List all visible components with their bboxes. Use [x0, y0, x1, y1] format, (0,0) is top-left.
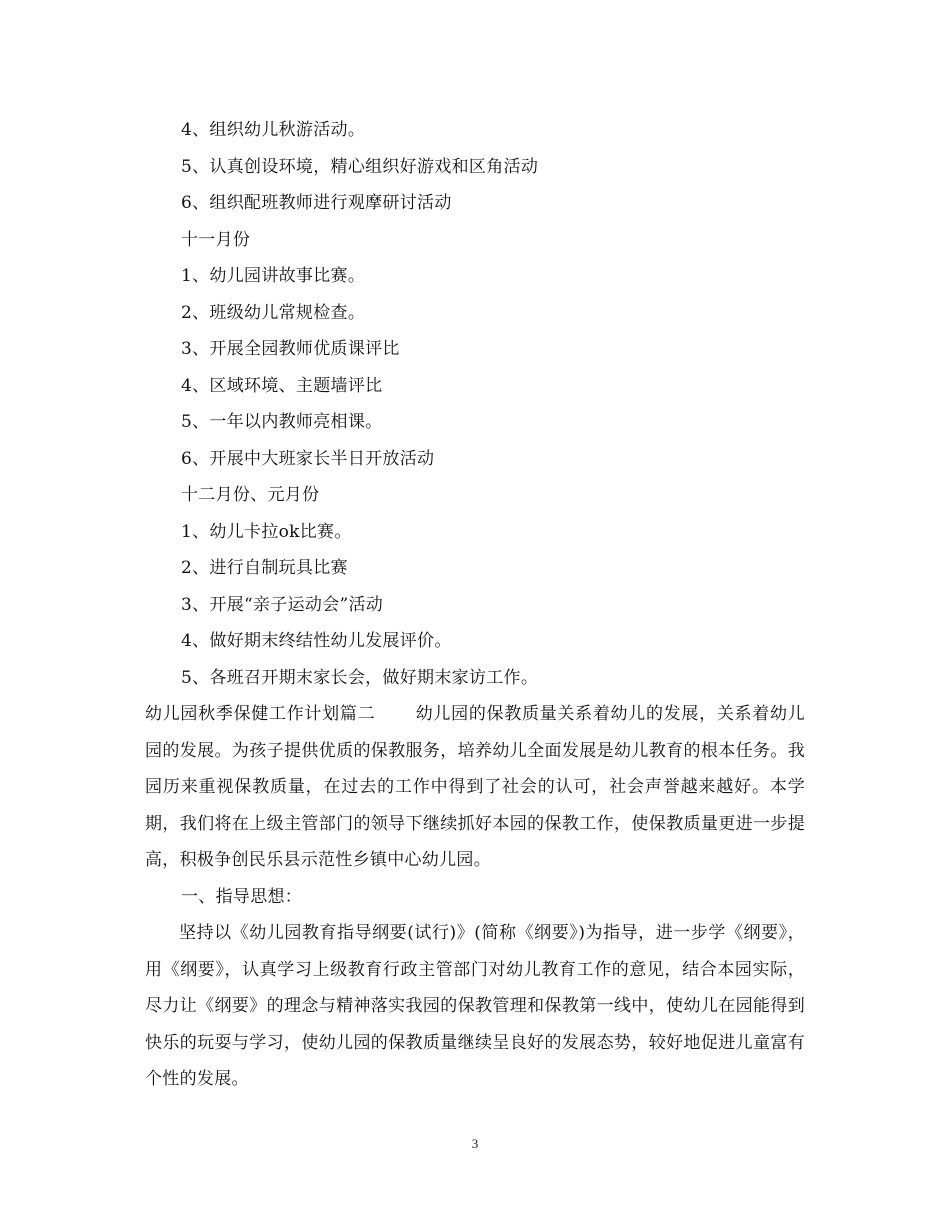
list-item: 4、组织幼儿秋游活动。: [181, 120, 366, 140]
list-item: 5、一年以内教师亮相课。: [181, 412, 383, 432]
month-heading: 十一月份: [181, 229, 251, 250]
list-item: 1、幼儿园讲故事比赛。: [181, 266, 366, 286]
page-content: [145, 112, 805, 1098]
list-item: 2、进行自制玩具比赛: [181, 558, 348, 578]
list-item: 3、开展“亲子运动会”活动: [181, 594, 384, 615]
list-item: 5、认真创设环境，精心组织好游戏和区角活动: [181, 156, 539, 177]
list-item: 1、幼儿卡拉ok比赛。: [181, 521, 352, 542]
section-heading: 一、指导思想：: [181, 886, 303, 907]
list-item: 4、区域环境、主题墙评比: [181, 375, 383, 396]
section-one-paragraph: 坚持以《幼儿园教育指导纲要(试行)》(简称《纲要》)为指导，进一步学《纲要》，用《纲要》，认真学习上级教育行政主管部门对幼儿教育工作的意见，结合本园实际，尽力让《纲要》的理念与精神落实我园的保教管理和保教第一线中，使幼儿在园能得到快乐的玩耍与学习，使幼儿园的保教质量继续呈良好的发展态势，较好地促进儿童富有个性的发展。: [145, 923, 805, 1089]
plan-two-title: 幼儿园秋季保健工作计划篇二: [145, 704, 376, 724]
month-heading: 十二月份、元月份: [181, 485, 320, 505]
list-item: 3、开展全园教师优质课评比: [181, 339, 400, 359]
list-item: 6、开展中大班家长半日开放活动: [181, 448, 435, 469]
plan-two-body: 幼儿园的保教质量关系着幼儿的发展，关系着幼儿园的发展。为孩子提供优质的保教服务，培养幼儿全面发展是幼儿教育的根本任务。我园历来重视保教质量，在过去的工作中得到了社会的认可，社会声誉越来越好。本学期，我们将在上级主管部门的领导下继续抓好本园的保教工作，使保教质量更进一步提高，积极争创民乐县示范性乡镇中心幼儿园。: [145, 704, 805, 870]
page-number: 3: [471, 1136, 479, 1151]
list-item: 4、做好期末终结性幼儿发展评价。: [181, 631, 452, 651]
list-item: 5、各班召开期末家长会，做好期末家访工作。: [181, 667, 539, 688]
list-item: 6、组织配班教师进行观摩研讨活动: [181, 193, 452, 213]
plan-two-paragraph: [145, 696, 805, 879]
list-item: 2、班级幼儿常规检查。: [181, 302, 366, 323]
